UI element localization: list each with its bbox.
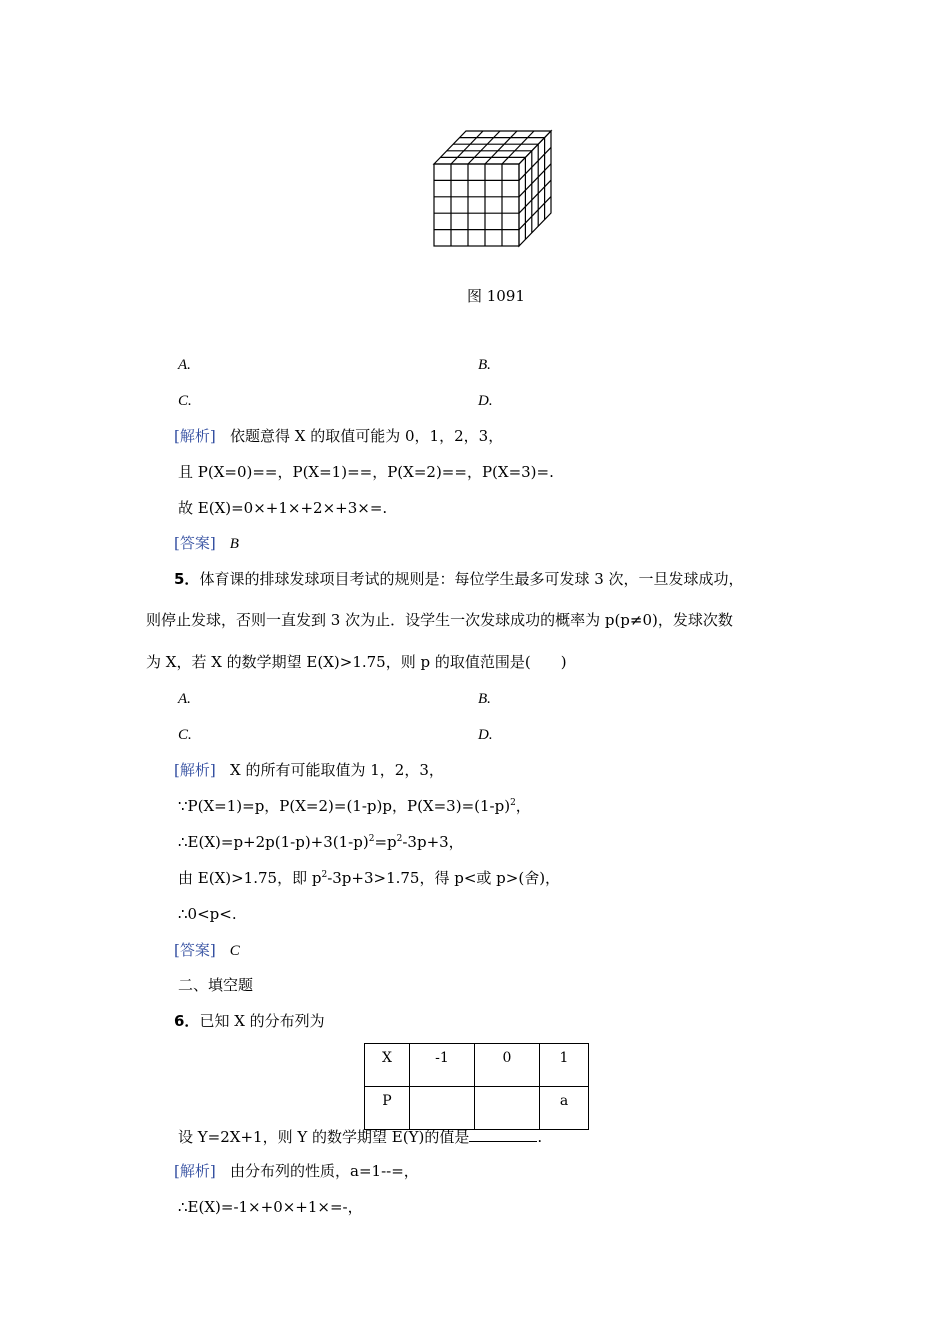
table-row (365, 1044, 589, 1087)
superscript: 2 (396, 834, 403, 844)
table-cell: P (365, 1087, 410, 1130)
analysis-label: [解析] (174, 761, 216, 779)
answer-label: [答案] (174, 941, 216, 959)
text: -3p+3， (402, 833, 464, 851)
analysis-text: 依题意得 X 的取值可能为 0，1，2，3， (230, 427, 504, 445)
table-row (365, 1087, 589, 1130)
q5-answer (174, 940, 240, 961)
q4-option-c: C. (178, 393, 192, 409)
table-cell: 0 (475, 1044, 540, 1087)
analysis-text: X 的所有可能取值为 1，2，3， (230, 761, 444, 779)
q5-analysis-line2 (178, 796, 531, 816)
q6-analysis-line1 (174, 1161, 419, 1181)
q5-analysis-line4 (178, 868, 560, 888)
table-cell: a (540, 1087, 589, 1130)
answer-label: [答案] (174, 534, 216, 552)
text: ∴E(X)=p+2p(1-p)+3(1-p) (178, 833, 369, 851)
text: . (537, 1128, 543, 1146)
q5-number: 5． (174, 570, 200, 588)
q6-question (178, 1126, 542, 1147)
analysis-label: [解析] (174, 1162, 216, 1180)
q5-option-a: A. (178, 691, 191, 707)
q4-analysis-line3: 故 E(X)=0×+1×+2×+3×=. (178, 499, 388, 517)
q6-stem-text: 已知 X 的分布列为 (199, 1012, 325, 1030)
q5-stem-line2: 则停止发球，否则一直发到 3 次为止．设学生一次发球成功的概率为 p(p≠0)，发球次数 (146, 611, 733, 629)
q5-option-c: C. (178, 727, 192, 743)
q4-answer (174, 533, 239, 554)
superscript: 2 (510, 798, 516, 808)
q4-analysis-line1 (174, 426, 503, 446)
q4-option-a: A. (178, 357, 191, 373)
q6-number: 6． (174, 1012, 200, 1030)
q5-stem-line3: 为 X，若 X 的数学期望 E(X)>1.75，则 p 的取值范围是( ) (146, 653, 567, 671)
cube-grid-figure (430, 128, 554, 250)
text: -3p+3>1.75，得 p<或 p>(舍)， (327, 869, 561, 887)
table-cell: -1 (410, 1044, 475, 1087)
q5-option-b: B. (478, 691, 491, 707)
q4-option-b: B. (478, 357, 491, 373)
q6-analysis-line2: ∴E(X)=-1×+0×+1×=-， (178, 1198, 363, 1216)
superscript: 2 (321, 870, 328, 880)
answer-value: C (229, 943, 240, 959)
analysis-label: [解析] (174, 427, 216, 445)
text: ∵P(X=1)=p，P(X=2)=(1-p)p，P(X=3)=(1-p) (178, 797, 511, 815)
figure-caption: 图 1091 (467, 287, 525, 305)
q5-stem-line1 (174, 569, 744, 589)
answer-blank (469, 1126, 537, 1142)
text: 设 Y=2X+1，则 Y 的数学期望 E(Y)的值是 (178, 1128, 470, 1146)
text: ， (515, 797, 531, 815)
q4-option-d: D. (478, 393, 493, 409)
analysis-text: 由分布列的性质，a=1--=， (230, 1162, 419, 1180)
table-cell: 1 (540, 1044, 589, 1087)
distribution-table (364, 1043, 589, 1130)
superscript: 2 (368, 834, 375, 844)
q5-stem-text: 体育课的排球发球项目考试的规则是：每位学生最多可发球 3 次，一旦发球成功， (199, 570, 744, 588)
table-cell: X (365, 1044, 410, 1087)
text: =p (374, 833, 397, 851)
q5-analysis-line1 (174, 760, 444, 780)
q4-analysis-line2: 且 P(X=0)==，P(X=1)==，P(X=2)==，P(X=3)=. (178, 463, 554, 481)
answer-value: B (229, 536, 239, 552)
table-cell (475, 1087, 540, 1130)
section-title: 二、填空题 (178, 976, 254, 994)
table-cell (410, 1087, 475, 1130)
q5-analysis-line3 (178, 832, 464, 852)
q5-analysis-line5: ∴0<p<. (178, 905, 237, 923)
q5-option-d: D. (478, 727, 493, 743)
text: 由 E(X)>1.75，即 p (178, 869, 322, 887)
q6-stem (174, 1011, 325, 1031)
